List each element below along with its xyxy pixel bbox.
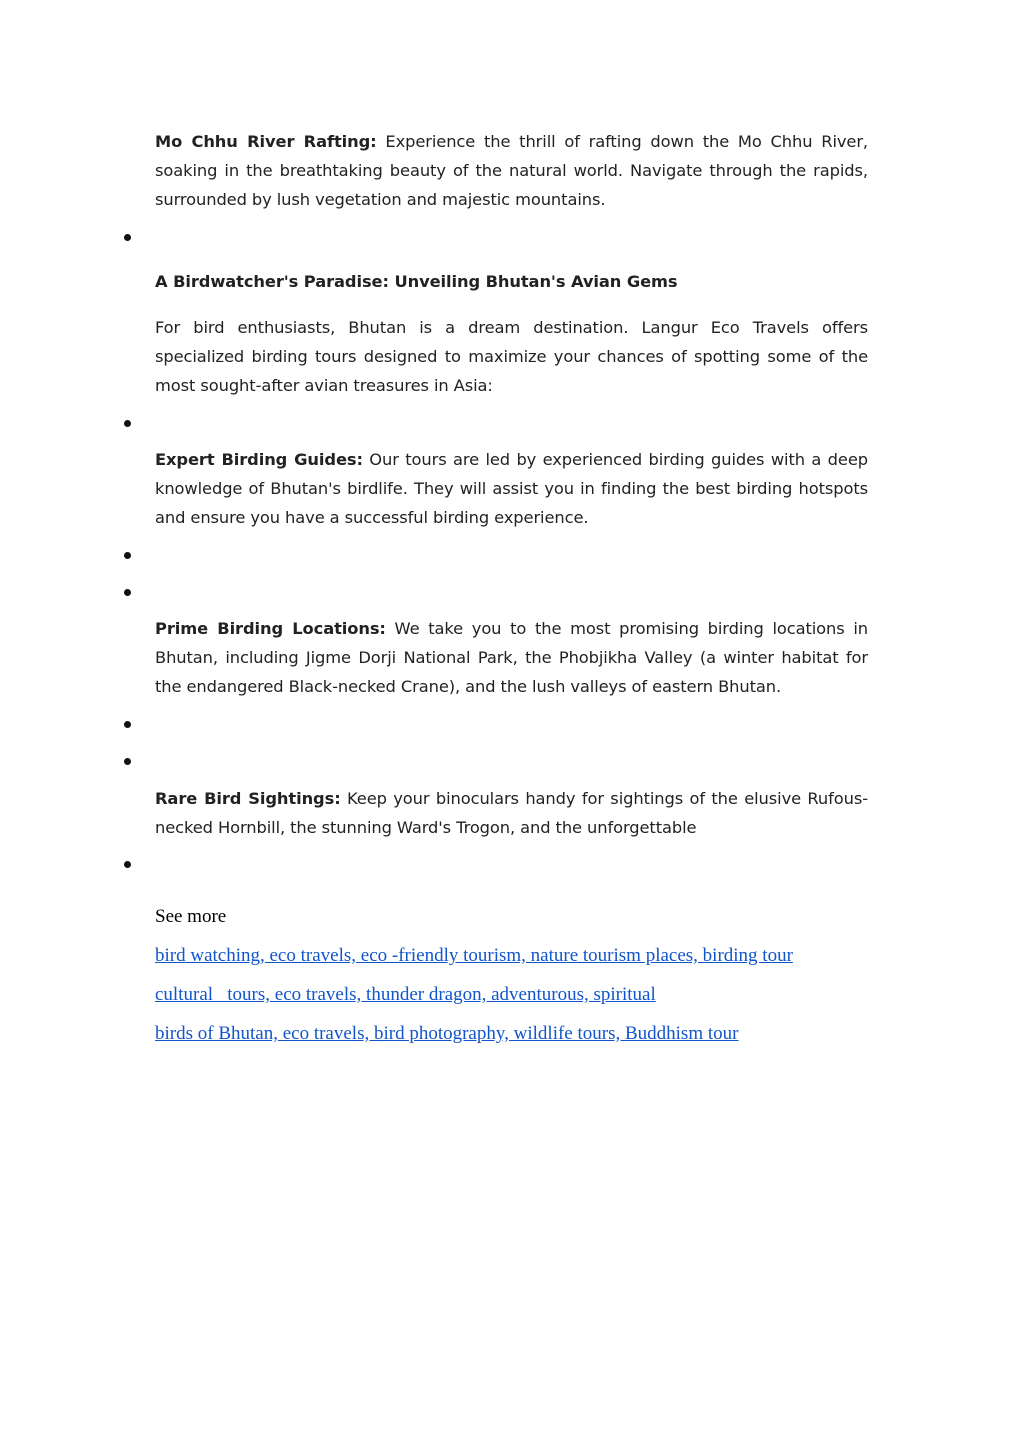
list-bullet xyxy=(124,589,131,596)
mo-chhu-rafting-text: Experience the thrill of rafting down the Mo Chhu River, soaking in the breathtaking beauty of the natural world. Navigate through the rapids, surrounded by lush vegetation and majestic mountains. xyxy=(155,132,868,209)
intro-paragraph: For bird enthusiasts, Bhutan is a dream destination. Langur Eco Travels offers specialized birding tours designed to maximize your chances of spotting some of the most sought-after avian treasures in Asia: xyxy=(155,318,868,395)
section-heading: A Birdwatcher's Paradise: Unveiling Bhutan's Avian Gems xyxy=(155,272,678,291)
mo-chhu-rafting-label: Mo Chhu River Rafting: xyxy=(155,132,377,151)
see-more-label: See more xyxy=(155,906,227,927)
tag-link-birding[interactable]: bird watching, eco travels, eco -friendly tourism, nature tourism places, birding tour xyxy=(155,945,793,966)
expert-guides-label: Expert Birding Guides: xyxy=(155,450,363,469)
rare-sightings-label: Rare Bird Sightings: xyxy=(155,789,341,808)
list-bullet xyxy=(124,721,131,728)
expert-guides-paragraph xyxy=(155,445,868,532)
prime-locations-paragraph xyxy=(155,614,868,701)
tag-link-birds-of-bhutan[interactable]: birds of Bhutan, eco travels, bird photography, wildlife tours, Buddhism tour xyxy=(155,1023,739,1044)
prime-locations-text: We take you to the most promising birding locations in Bhutan, including Jigme Dorji National Park, the Phobjikha Valley (a winter habitat for the endangered Black-necked Crane), and the lush valleys of eastern Bhutan. xyxy=(155,619,868,696)
prime-locations-label: Prime Birding Locations: xyxy=(155,619,386,638)
list-bullet xyxy=(124,552,131,559)
list-bullet xyxy=(124,861,131,868)
tag-link-cultural[interactable]: cultural tours, eco travels, thunder dragon, adventurous, spiritual xyxy=(155,984,656,1005)
rare-sightings-paragraph xyxy=(155,784,868,842)
list-bullet xyxy=(124,234,131,241)
list-bullet xyxy=(124,758,131,765)
mo-chhu-rafting-paragraph xyxy=(155,127,868,214)
rare-sightings-text: Keep your binoculars handy for sightings of the elusive Rufous-necked Hornbill, the stunning Ward's Trogon, and the unforgettable xyxy=(155,789,868,837)
expert-guides-text: Our tours are led by experienced birding guides with a deep knowledge of Bhutan's birdlife. They will assist you in finding the best birding hotspots and ensure you have a successful birding experience. xyxy=(155,450,868,527)
list-bullet xyxy=(124,420,131,427)
